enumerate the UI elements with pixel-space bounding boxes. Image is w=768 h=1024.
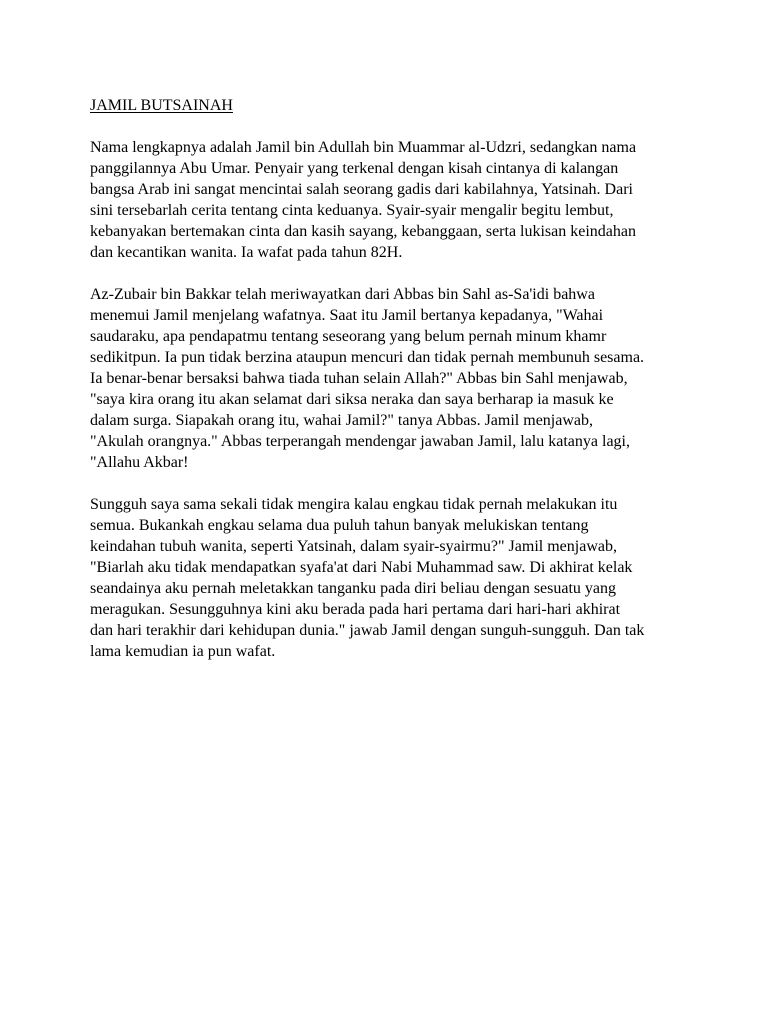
text-line: dan kecantikan wanita. Ia wafat pada tahun 82H. (90, 244, 403, 261)
paragraph-narration (90, 284, 690, 473)
text-line: Az-Zubair bin Bakkar telah meriwayatkan dari Abbas bin Sahl as-Sa'idi bahwa (90, 286, 595, 303)
text-line: seandainya aku pernah meletakkan tanganku pada diri beliau dengan sesuatu yang (90, 580, 617, 597)
text-line: menemui Jamil menjelang wafatnya. Saat itu Jamil bertanya kepadanya, "Wahai (90, 307, 604, 324)
text-line: Nama lengkapnya adalah Jamil bin Adullah bin Muammar al-Udzri, sedangkan nama (90, 139, 637, 156)
text-line: keindahan tubuh wanita, seperti Yatsinah, dalam syair-syairmu?" Jamil menjawab, (90, 538, 617, 555)
text-line: lama kemudian ia pun wafat. (90, 643, 276, 660)
text-line: dalam surga. Siapakah orang itu, wahai Jamil?" tanya Abbas. Jamil menjawab, (90, 412, 593, 429)
text-line: "Akulah orangnya." Abbas terperangah mendengar jawaban Jamil, lalu katanya lagi, (90, 433, 630, 450)
text-line: dan hari terakhir dari kehidupan dunia." jawab Jamil dengan sunguh-sungguh. Dan tak (90, 622, 645, 639)
text-line: Sungguh saya sama sekali tidak mengira kalau engkau tidak pernah melakukan itu (90, 496, 618, 513)
paragraph-intro (90, 137, 690, 263)
text-line: kebanyakan bertemakan cinta dan kasih sayang, kebanggaan, serta lukisan keindahan (90, 223, 637, 240)
text-line: "Biarlah aku tidak mendapatkan syafa'at dari Nabi Muhammad saw. Di akhirat kelak (90, 559, 633, 576)
text-line: semua. Bukankah engkau selama dua puluh tahun banyak melukiskan tentang (90, 517, 589, 534)
text-line: sini tersebarlah cerita tentang cinta keduanya. Syair-syair mengalir begitu lembut, (90, 202, 614, 219)
text-line: meragukan. Sesungguhnya kini aku berada pada hari pertama dari hari-hari akhirat (90, 601, 621, 618)
text-line: panggilannya Abu Umar. Penyair yang terkenal dengan kisah cintanya di kalangan (90, 160, 619, 177)
text-line: "saya kira orang itu akan selamat dari siksa neraka dan saya berharap ia masuk ke (90, 391, 614, 408)
paragraph-conclusion (90, 494, 690, 662)
document-body (90, 95, 690, 683)
text-line: "Allahu Akbar! (90, 454, 189, 471)
document-title: JAMIL BUTSAINAH (90, 97, 233, 114)
text-line: sedikitpun. Ia pun tidak berzina ataupun mencuri dan tidak pernah membunuh sesama. (90, 349, 645, 366)
text-line: bangsa Arab ini sangat mencintai salah seorang gadis dari kabilahnya, Yatsinah. Dari (90, 181, 633, 198)
text-line: saudaraku, apa pendapatmu tentang seseorang yang belum pernah minum khamr (90, 328, 607, 345)
text-line: Ia benar-benar bersaksi bahwa tiada tuhan selain Allah?" Abbas bin Sahl menjawab, (90, 370, 628, 387)
